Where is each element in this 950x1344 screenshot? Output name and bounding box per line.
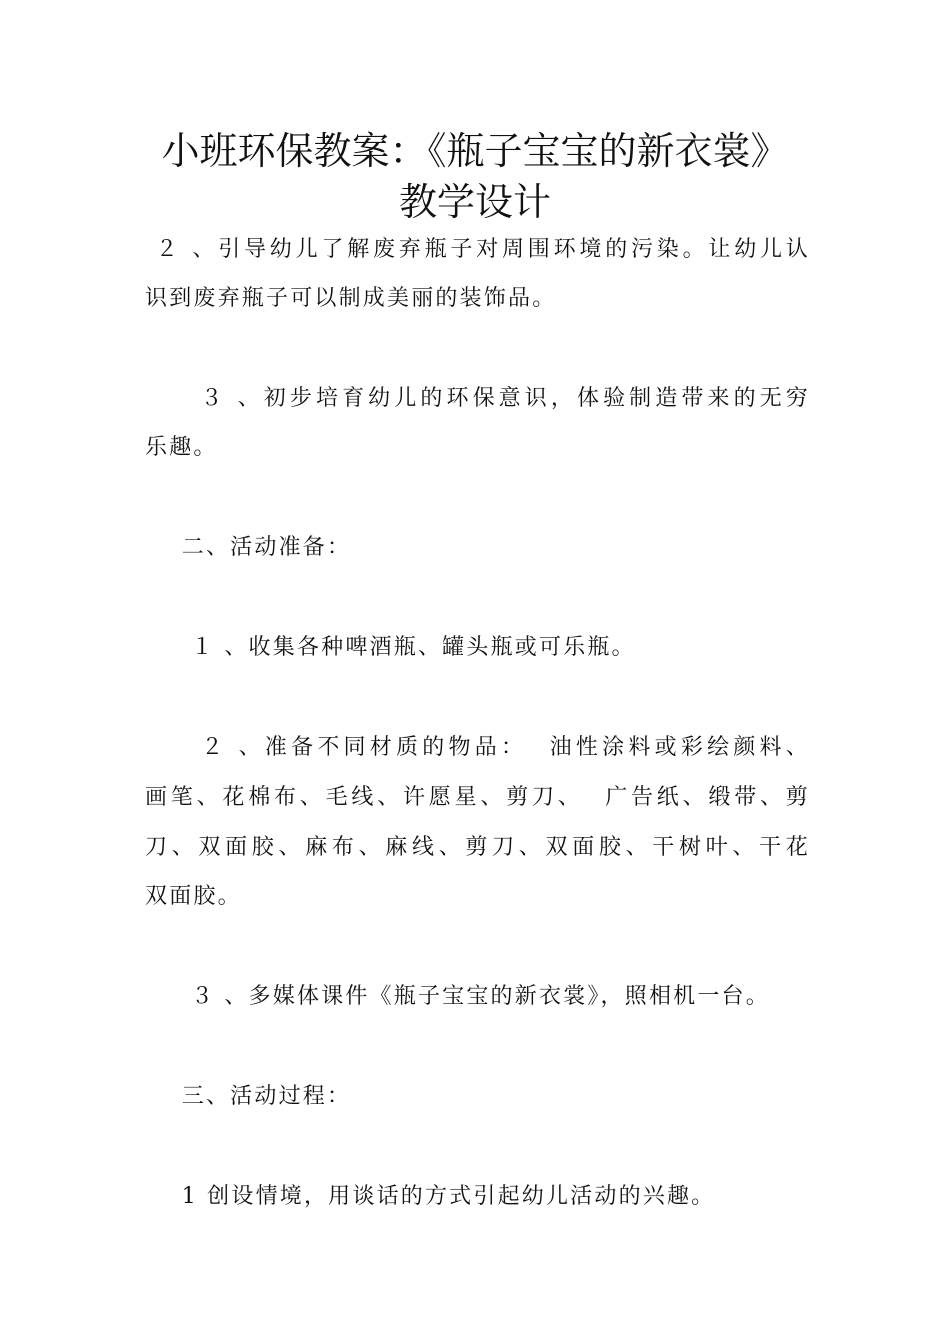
paragraph-line: 双面胶。 bbox=[145, 884, 242, 909]
paragraph-line: 画笔、花棉布、毛线、许愿星、剪刀、 广告纸、缎带、剪 bbox=[145, 785, 810, 810]
paragraph-line: 乐趣。 bbox=[145, 435, 218, 460]
document-title-line-2: 教学设计 bbox=[398, 180, 551, 224]
section-heading: 二、活动准备： bbox=[145, 535, 352, 560]
paragraph-line: ２ 、引导幼儿了解废弃瓶子对周围环境的污染。让幼儿认 bbox=[145, 237, 810, 262]
paragraph-line: 识到废弃瓶子可以制成美丽的装饰品。 bbox=[145, 286, 557, 311]
document-title-line-1: 小班环保教案：《瓶子宝宝的新衣裳》 bbox=[161, 129, 789, 173]
paragraph-line: ２ 、准备不同材质的物品： 油性涂料或彩绘颜料、 bbox=[145, 735, 810, 760]
paragraph-line: ３ 、多媒体课件《瓶子宝宝的新衣裳》，照相机一台。 bbox=[145, 984, 770, 1009]
paragraph-line: 1 创设情境，用谈话的方式引起幼儿活动的兴趣。 bbox=[145, 1184, 716, 1209]
paragraph-line: 刀、双面胶、麻布、麻线、剪刀、双面胶、干树叶、干花 bbox=[145, 835, 810, 860]
paragraph-line: １ 、收集各种啤酒瓶、罐头瓶或可乐瓶。 bbox=[145, 635, 636, 660]
paragraph-line: ３ 、初步培育幼儿的环保意识，体验制造带来的无穷 bbox=[145, 386, 810, 411]
section-heading: 三、活动过程： bbox=[145, 1084, 352, 1109]
